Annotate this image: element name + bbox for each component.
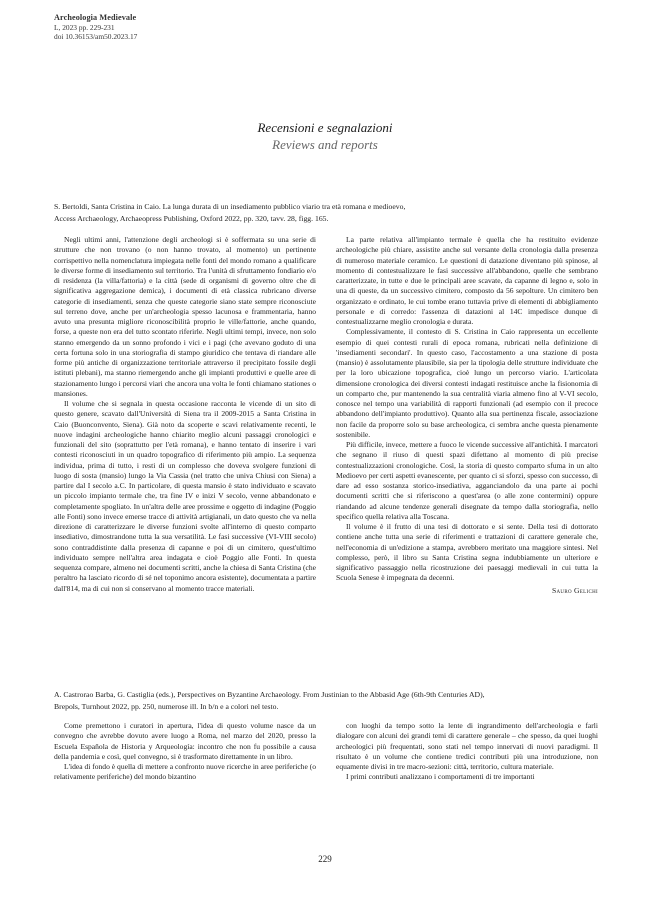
review-1-reference [54,201,604,224]
review-1-right-column [336,235,598,596]
paragraph: con luoghi da tempo sotto la lente di ingrandimento dell'archeologia e farli dialogare con alcuni dei grandi temi di carattere generale – che spesso, da quei luoghi archeologici più frequentati, sono stati nel tempo innervati di nuovi paradigmi. Il risultato è un volume che contiene tredici contributi più una introduzione, non equamente divisi in tre macro-sezioni: città, territorio, cultura materiale. [336,721,598,771]
review-1-signature: Sauro Gelichi [552,585,598,595]
review-1-ref-line-2: Access Archaeology, Archaeopress Publishing, Oxford 2022, pp. 320, tavv. 28, figg. 165. [54,213,329,223]
paragraph: I primi contributi analizzano i comportamenti di tre importanti [346,772,535,782]
paragraph: Il volume che si segnala in questa occasione racconta le vicende di un sito di questo genere, scavato dall'Università di Siena tra il 2009-2015 a Santa Cristina in Caio (Buonconvento, Siena). Già noto da scoperte e scavi relativamente recenti, le nuove indagini archeologiche hanno chiarito meglio alcuni passaggi cronologici e funzionali del sito (soprattutto per l'età romana), e hanno tentato di inserire i vari contesti riconosciuti in un quadro topografico di riferimento più ampio. La sequenza individua, prima di tutto, i resti di un complesso che doveva svolgere funzioni di luogo di sosta (mansio) lungo la Via Cassia (nel tratto che univa Chiusi con Siena) a partire dal I secolo a.C. In particolare, di questa mansio è stato individuato e scavato un piccolo impianto termale che, tra fine IV e inizi V secolo, venne abbandonato e completamente spogliato. In un'altra delle aree prossime e oggetto di indagine (Poggio alle Fonti) sono invece emerse tracce di attività artigianali, un dato questo che va nella direzione di caratterizzare le diverse funzioni svolte all'interno di questo comparto insediativo, dimostrandone tutta la sua versatilità. Le fasi successive (VI-VIII secolo) sono contraddistinte dalla presenza di capanne e poi di un cimitero, quest'ultimo individuato sempre nell'altra area indagata e cioè Poggio alle Fonti. In questa sequenza compare, almeno nei documenti scritti, anche la chiesa di Santa Cristina (che peraltro ha lasciato ricordo di sé nel toponimo ancora esistente), documentata a partire dall'814, ma di cui non si conservano al momento tracce materiali. [54,399,316,593]
journal-header [54,13,137,42]
review-1-ref-line-1: S. Bertoldi, Santa Cristina in Caio. La lunga durata di un insediamento pubblico viario tra età romana e medioevo, [54,202,406,211]
review-2-left-column [54,721,316,783]
section-title-italian: Recensioni e segnalazioni [257,120,393,135]
paragraph: Più difficile, invece, mettere a fuoco le vicende successive all'antichità. I marcatori che segnano il riuso di questi spazi difettano al momento di più precise contestualizzazioni cronologiche. Così, la storia di questo comparto sfuma in un alto Medioevo per certi aspetti evanescente, per quanto ci si sforzi, spesso con successo, di dare ad esso sostanza storico-insediativa, agganciandolo da una parte ai pochi documenti scritti che si riferiscono a quest'area (o alle zone contermini) oppure riandando ad alcune tendenze generali disegnate da tempo dalla storiografia, nello specifico quella relativa alla Toscana. [336,440,598,521]
section-title [0,119,650,153]
review-2-right-column [336,721,598,783]
review-1-left-column [54,235,316,594]
page-number: 229 [318,854,332,864]
review-2-reference [54,689,604,712]
paragraph: La parte relativa all'impianto termale è quella che ha restituito evidenze archeologiche più chiare, assistite anche sul versante della cronologia dalla presenza di numeroso materiale ceramico. Le questioni di datazione diventano più spinose, al momento di contestualizzare le fasi successive all'abbandono, quelle che sembrano caratterizzate, in tutte e due le principali aree scavate, da capanne di legno e, solo in una di queste, da un successivo cimitero, composto da 56 sepolture. Un cimitero ben organizzato e ordinato, le cui tombe erano tuttavia prive di elementi di abbigliamento personale e di corredo: l'assenza di datazioni al 14C impedisce dunque di contestualizzarne meglio cronologia e durata. [336,235,598,326]
journal-title: Archeologia Medievale [54,13,137,22]
paragraph: Il volume è il frutto di una tesi di dottorato e si sente. Della tesi di dottorato contiene anche tutta una serie di riferimenti e trattazioni di carattere generale che, nell'economia di un'edizione a stampa, avrebbero meritato una maggiore sintesi. Nel complesso, però, il libro su Santa Cristina segna indubbiamente un ulteriore e significativo passaggio nella ricostruzione dei paesaggi medievali in cui tutta la Scuola Senese è impegnata da decenni. [336,522,598,583]
section-title-english: Reviews and reports [272,137,378,152]
review-2-ref-line-2: Brepols, Turnhout 2022, pp. 250, numerose ill. In b/n e a colori nel testo. [54,701,279,711]
paragraph: Come premettono i curatori in apertura, l'idea di questo volume nasce da un convegno che avrebbe dovuto avere luogo a Roma, nel marzo del 2020, presso la Escuela Española de Historia y Arqueología: incontro che non fu possibile a causa della pandemia e così, quel convegno, si è trasformato direttamente in un libro. [54,721,316,761]
paragraph: Complessivamente, il contesto di S. Cristina in Caio rappresenta un eccellente esempio di quei contesti rurali di epoca romana, rubricati nella definizione di 'insediamenti secondari'. In questo caso, l'accostamento a una stazione di posta (mansio) è assolutamente plausibile, sia per la tipologia delle strutture individuate che per la loro ubicazione topografica, cioè lungo un percorso viario. L'articolata dimensione cronologica dei diversi contesti indagati restituisce anche la fisionomia di un comparto che, pur mantenendo la sua centralità viaria almeno fino al V-VI secolo, conosce nel tempo una variabilità di rapporti funzionali (ad esempio con il precoce abbandono dell'impianto produttivo). Quanto alla sua pertinenza fiscale, associazione non facile da proporre solo su base archeologica, ci sembra anche questa pienamente sostenibile. [336,327,598,439]
paragraph: L'idea di fondo è quella di mettere a confronto nuove ricerche in aree periferiche (o relativamente periferiche) del mondo bizantino [54,762,316,782]
paragraph: Negli ultimi anni, l'attenzione degli archeologi si è soffermata su una serie di strutture che non trovano (o non hanno trovato, al momento) un pertinente corrispettivo nella nomenclatura impiegata nelle fonti del mondo romano a qualificare le diverse forme di insediamento sul territorio. Tra l'unità di sfruttamento fondiario e/o di residenza (la villa/fattoria) e la città (sede di organismi di governo oltre che di significativa aggregazione demica), i documenti di età classica rubricano diverse categorie di insediamenti, senza che queste categorie siano state sempre riconosciute sul terreno dove, anche per un'archeologia spesso lacunosa e frammentaria, hanno avuto una presunta migliore riconoscibilità proprio le ville/fattorie, anche quando, forse, a queste non era del tutto scontato riferirle. Negli ultimi tempi, invece, non solo stanno emergendo da un sonno profondo i vici e i pagi (che avevano goduto di una certa fortuna solo in una storiografia di stampo giuridico che tentava di riandare alle forme più antiche di organizzazione territoriale attraverso il precipitato fossile degli istituti plebani), ma stanno riemergendo anche gli impianti produttivi e quelle aree di stazionamento lungo i percorsi viari che ancora una volta le fonti chiamano stationes o mansiones. [54,235,316,398]
journal-doi: doi 10.36153/am50.2023.17 [54,32,138,42]
journal-volume: L, 2023 pp. 229-231 [54,22,115,32]
review-2-ref-line-1: A. Castrorao Barba, G. Castiglia (eds.), Perspectives on Byzantine Archaeology. From Justinian to the Abbasid Age (6th-9th Centuries AD), [54,690,485,699]
